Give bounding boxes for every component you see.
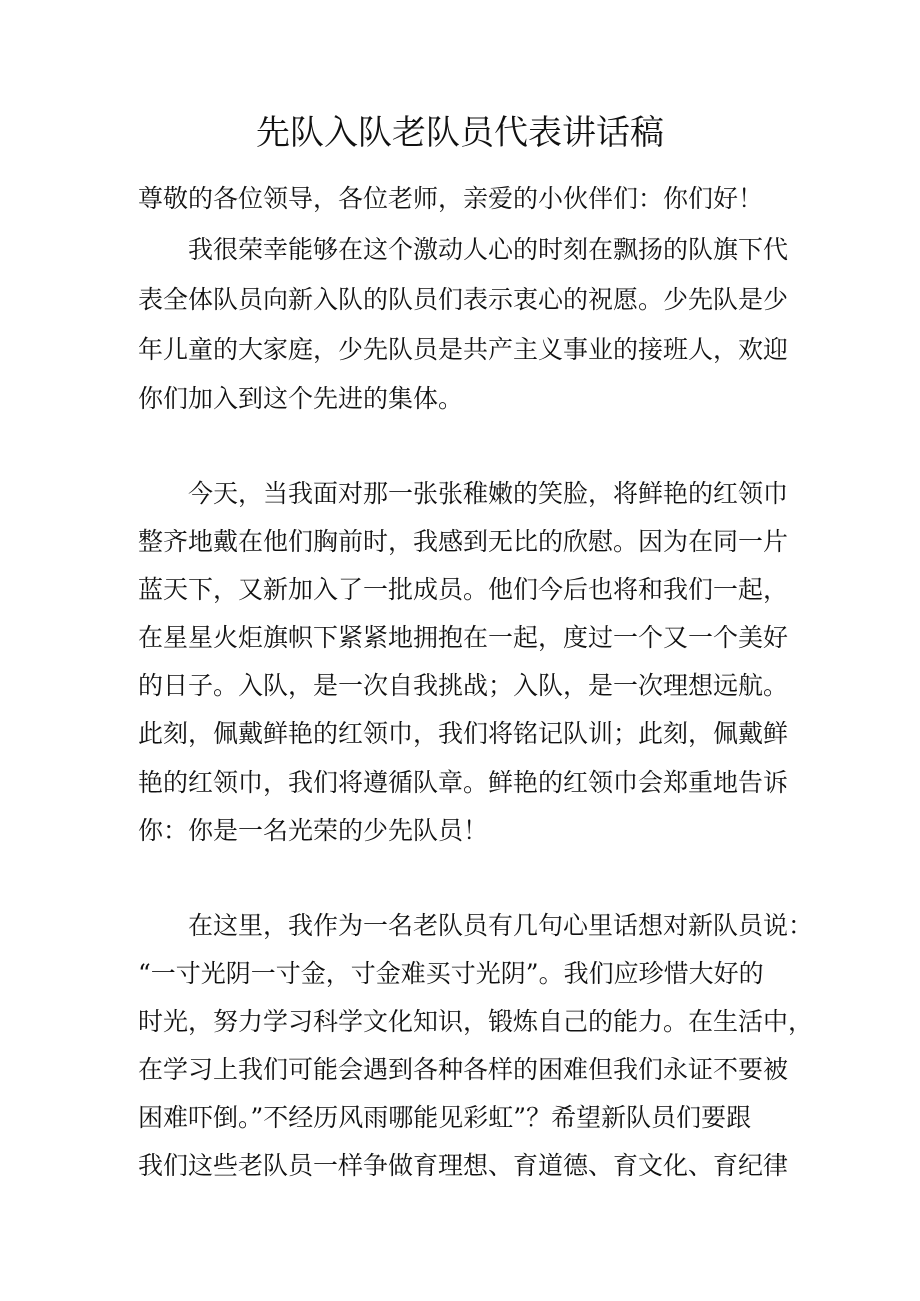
text-line: 年儿童的大家庭，少先队员是共产主义事业的接班人，欢迎 — [138, 335, 789, 364]
text-line: “一寸光阴一寸金，寸金难买寸光阴”。我们应珍惜大好的 — [138, 959, 764, 988]
text-line: 表全体队员向新入队的队员们表示衷心的祝愿。少先队是少 — [138, 285, 789, 314]
text-line: 艳的红领巾，我们将遵循队章。鲜艳的红领巾会郑重地告诉 — [138, 768, 789, 797]
text-line: 我很荣幸能够在这个激动人心的时刻在飘扬的队旗下代 — [188, 235, 789, 264]
text-line: 的日子。入队，是一次自我挑战；入队，是一次理想远航。 — [138, 671, 789, 700]
text-line: 困难吓倒。”不经历风雨哪能见彩虹”？希望新队员们要跟 — [138, 1103, 752, 1132]
text-line: 你：你是一名光荣的少先队员！ — [138, 816, 489, 845]
text-line: 今天，当我面对那一张张稚嫩的笑脸，将鲜艳的红领巾 — [188, 479, 789, 508]
greeting-line: 尊敬的各位领导，各位老师，亲爱的小伙伴们：你们好！ — [138, 184, 764, 213]
text-line: 时光，努力学习科学文化知识，锻炼自己的能力。在生活中， — [138, 1007, 814, 1036]
text-line: 此刻，佩戴鲜艳的红领巾，我们将铭记队训；此刻，佩戴鲜 — [138, 719, 789, 748]
text-line: 整齐地戴在他们胸前时，我感到无比的欣慰。因为在同一片 — [138, 527, 789, 556]
text-line: 在星星火炬旗帜下紧紧地拥抱在一起，度过一个又一个美好 — [138, 623, 789, 652]
text-line: 你们加入到这个先进的集体。 — [138, 384, 464, 413]
text-line: 我们这些老队员一样争做育理想、育道德、育文化、育纪律 — [138, 1151, 789, 1180]
text-line: 蓝天下，又新加入了一批成员。他们今后也将和我们一起， — [138, 575, 789, 604]
text-line: 在这里，我作为一名老队员有几句心里话想对新队员说： — [188, 911, 814, 940]
page-title: 先队入队老队员代表讲话稿 — [256, 113, 664, 153]
text-line: 在学习上我们可能会遇到各种各样的困难但我们永证不要被 — [138, 1055, 789, 1084]
